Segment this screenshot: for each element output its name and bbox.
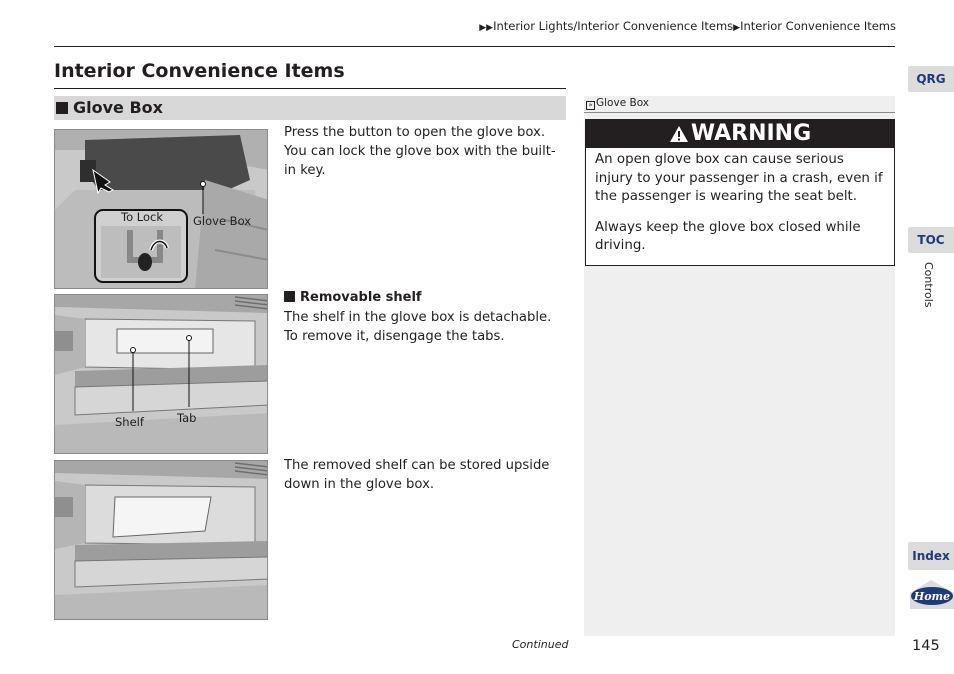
header-rule xyxy=(54,46,895,47)
breadcrumb-arrow-icon: ▶ xyxy=(733,23,741,33)
page-number: 145 xyxy=(912,638,940,654)
paragraph-shelf-stored: The removed shelf can be stored upside down in the glove box. xyxy=(284,458,550,492)
sidebar-heading xyxy=(584,96,895,113)
section-title: Glove Box xyxy=(73,98,163,117)
paragraph-open-glove-box: Press the button to open the glove box. You can lock the glove box with the built-in key. xyxy=(284,125,556,178)
warning-header xyxy=(586,120,894,148)
subheading-removable-shelf xyxy=(284,290,422,305)
subheading-label: Removable shelf xyxy=(300,290,422,305)
continued-label: Continued xyxy=(512,638,569,651)
warning-triangle-icon xyxy=(669,125,689,143)
figure-label-glove-box: Glove Box xyxy=(193,214,252,228)
chapter-label-controls: Controls xyxy=(922,262,935,308)
tab-index[interactable]: Index xyxy=(908,542,954,570)
warning-text-keep-closed: Always keep the glove box closed while driving. xyxy=(595,219,861,253)
figure-removable-shelf xyxy=(54,294,268,454)
home-icon xyxy=(908,579,954,609)
breadcrumb-item-current: Interior Convenience Items xyxy=(740,19,896,33)
warning-text-injury: An open glove box can cause serious injury to your passenger in a crash, even if the passenger is wearing the seat belt. xyxy=(595,152,883,204)
figure-glove-box-lock xyxy=(54,129,268,289)
breadcrumb-arrow-icon: ▶▶ xyxy=(479,23,494,33)
tab-qrg[interactable]: QRG xyxy=(908,66,954,92)
figure-label-shelf: Shelf xyxy=(115,415,144,429)
page-title: Interior Convenience Items xyxy=(54,60,345,82)
home-button[interactable] xyxy=(908,579,954,609)
breadcrumb-item-interior-lights[interactable]: Interior Lights/Interior Convenience Items xyxy=(493,19,734,33)
home-label: Home xyxy=(913,590,951,603)
note-marker-icon: » xyxy=(586,101,595,110)
tab-toc[interactable]: TOC xyxy=(908,227,954,253)
sidebar-heading-label: Glove Box xyxy=(596,97,650,109)
paragraph-shelf-detachable: The shelf in the glove box is detachable. To remove it, disengage the tabs. xyxy=(284,310,552,344)
figure-label-to-lock: To Lock xyxy=(121,210,163,224)
section-square-icon xyxy=(56,102,68,114)
subheading-square-icon xyxy=(284,291,295,302)
figure-shelf-stored xyxy=(54,460,268,620)
breadcrumb xyxy=(479,19,896,33)
warning-title: WARNING xyxy=(690,121,812,146)
title-rule xyxy=(54,88,566,89)
figure-label-tab: Tab xyxy=(177,411,197,425)
warning-box xyxy=(585,119,895,266)
section-header xyxy=(54,96,566,120)
